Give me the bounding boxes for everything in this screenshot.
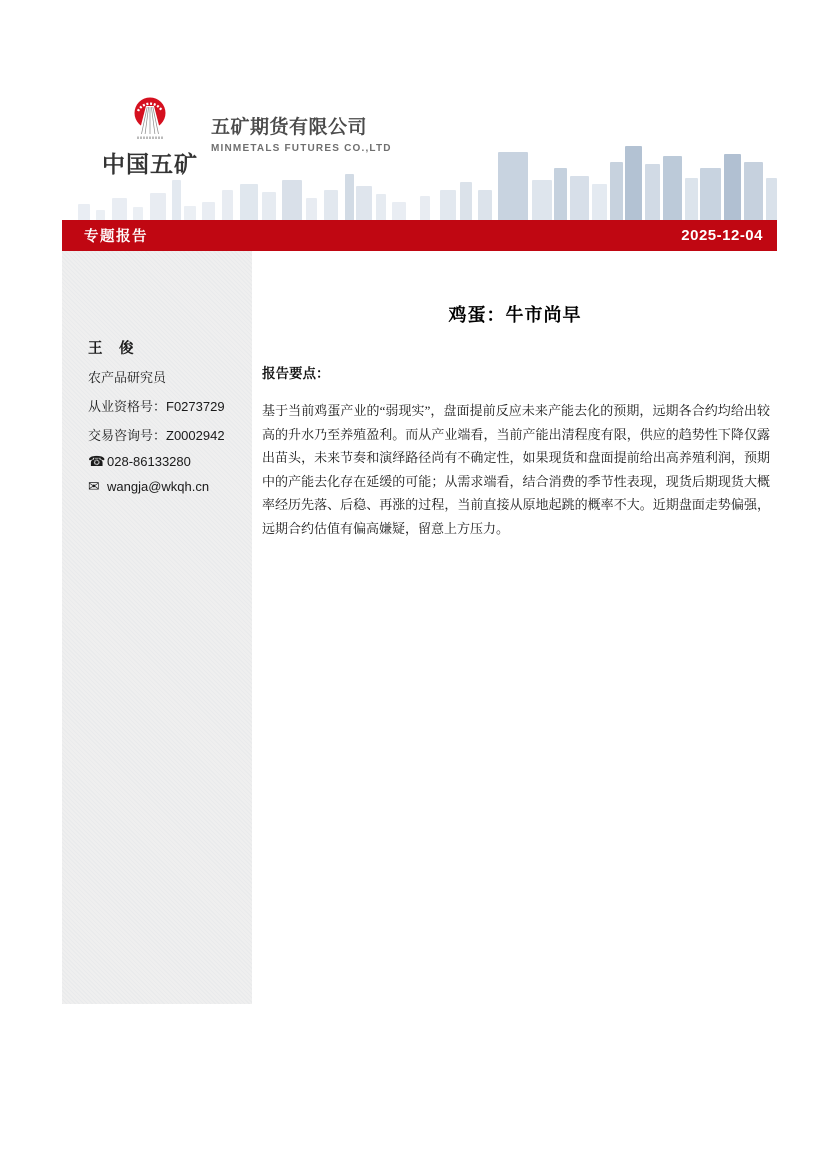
analyst-email: wangja@wkqh.cn (107, 479, 210, 494)
summary-paragraph: 基于当前鸡蛋产业的“弱现实”，盘面提前反应未来产能去化的预期，远期各合约均给出较高的升水乃至养殖盈利。而从产业端看，当前产能出清程度有限，供应的趋势性下降仅露出苗头，未来节奏和演绎路径尚有不确定性，如果现货和盘面提前给出高养殖利润，预期中的产能去化存在延缓的可能；从需求端看，结合消费的季节性表现，现货后期现货大概率经历先落、后稳、再涨的过程，当前直接从原地起跳的概率不大。近期盘面走势偏强，远期合约估值有偏高嫌疑，留意上方压力。 (262, 403, 770, 536)
summary-heading: 报告要点： (262, 366, 330, 381)
company-name-en: MINMETALS FUTURES CO.,LTD (211, 143, 392, 154)
report-banner (62, 220, 777, 251)
analyst-email-row (88, 479, 242, 494)
minmetals-logo-icon (130, 97, 170, 143)
email-icon: ✉ (88, 478, 100, 494)
analyst-phone: 028-86133280 (107, 454, 191, 469)
company-name-cn: 五矿期货有限公司 (211, 117, 368, 138)
analyst-sidebar (62, 251, 252, 1004)
analyst-title: 农产品研究员 (88, 370, 167, 385)
phone-icon: ☎ (88, 453, 106, 469)
analyst-phone-row (88, 454, 242, 469)
report-date: 2025-12-04 (681, 227, 763, 244)
analyst-advisory-number: 交易咨询号：Z0002942 (88, 428, 225, 443)
report-title: 鸡蛋：牛市尚早 (448, 305, 582, 325)
logo-text: 中国五矿 (102, 151, 198, 177)
company-name-block (211, 112, 392, 154)
analyst-qualification: 从业资格号：F0273729 (88, 399, 225, 414)
report-type-label: 专题报告 (84, 229, 148, 245)
analyst-name: 王 俊 (88, 341, 135, 357)
